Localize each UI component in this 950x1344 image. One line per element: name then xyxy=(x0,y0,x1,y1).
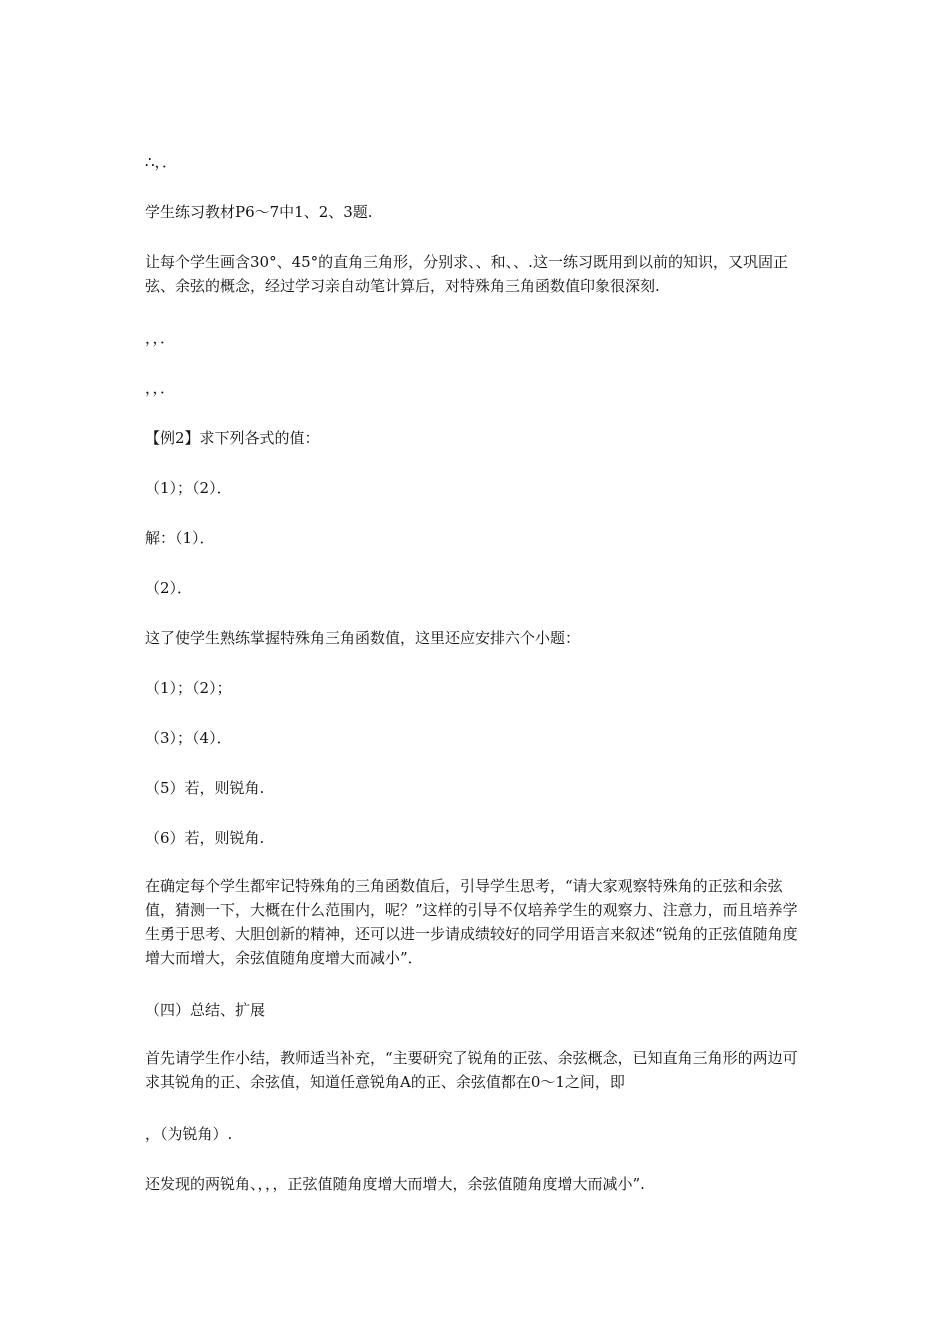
exercise-1-2: （1）；（2）； xyxy=(145,679,232,697)
solution-1: 解：（1）． xyxy=(145,529,215,547)
section-4-heading: （四）总结、扩展 xyxy=(145,1001,266,1019)
acute-angle-note: ，（为锐角）. xyxy=(145,1125,233,1143)
formula-line-1: ，，． xyxy=(145,329,176,347)
exercise-5: （5）若，则锐角. xyxy=(145,779,265,797)
exercise-6: （6）若，则锐角. xyxy=(145,829,265,847)
formula-line-2: ，，． xyxy=(145,379,176,397)
six-exercises-intro: 这了使学生熟练掌握特殊角三角函数值，这里还应安排六个小题： xyxy=(145,629,581,647)
example-2-items: （1）；（2）． xyxy=(145,479,232,497)
exercise-3-4: （3）；（4）． xyxy=(145,729,232,747)
triangle-practice-paragraph: 让每个学生画含30°、45°的直角三角形，分别求、、和、、.这一练习既用到以前的知识，又巩固正弦、余弦的概念，经过学习亲自动笔计算后，对特殊角三角函数值印象很深刻. xyxy=(145,253,788,295)
example-2-heading: 【例2】求下列各式的值： xyxy=(145,429,320,447)
observation-paragraph: 在确定每个学生都牢记特殊角的三角函数值后，引导学生思考，“请大家观察特殊角的正弦和余弦值，猜测一下，大概在什么范围内，呢？”这样的引导不仅培养学生的观察力、注意力，而且培养学生勇于思考、大胆创新的精神，还可以进一步请成绩较好的同学用语言来叙述“锐角的正弦值随角度增大而增大，余弦值随角度增大而减小”． xyxy=(145,877,798,967)
therefore-line: ∴，． xyxy=(145,153,178,171)
final-observation: 还发现的两锐角、，，，正弦值随角度增大而增大，余弦值随角度增大而减小”. xyxy=(145,1175,645,1193)
summary-paragraph: 首先请学生作小结，教师适当补充，“主要研究了锐角的正弦、余弦概念，已知直角三角形的两边可求其锐角的正、余弦值，知道任意锐角A的正、余弦值都在0～1之间，即 xyxy=(145,1049,798,1091)
exercise-assignment: 学生练习教材P6～7中1、2、3题. xyxy=(145,203,373,221)
solution-2: （2）． xyxy=(145,579,193,597)
